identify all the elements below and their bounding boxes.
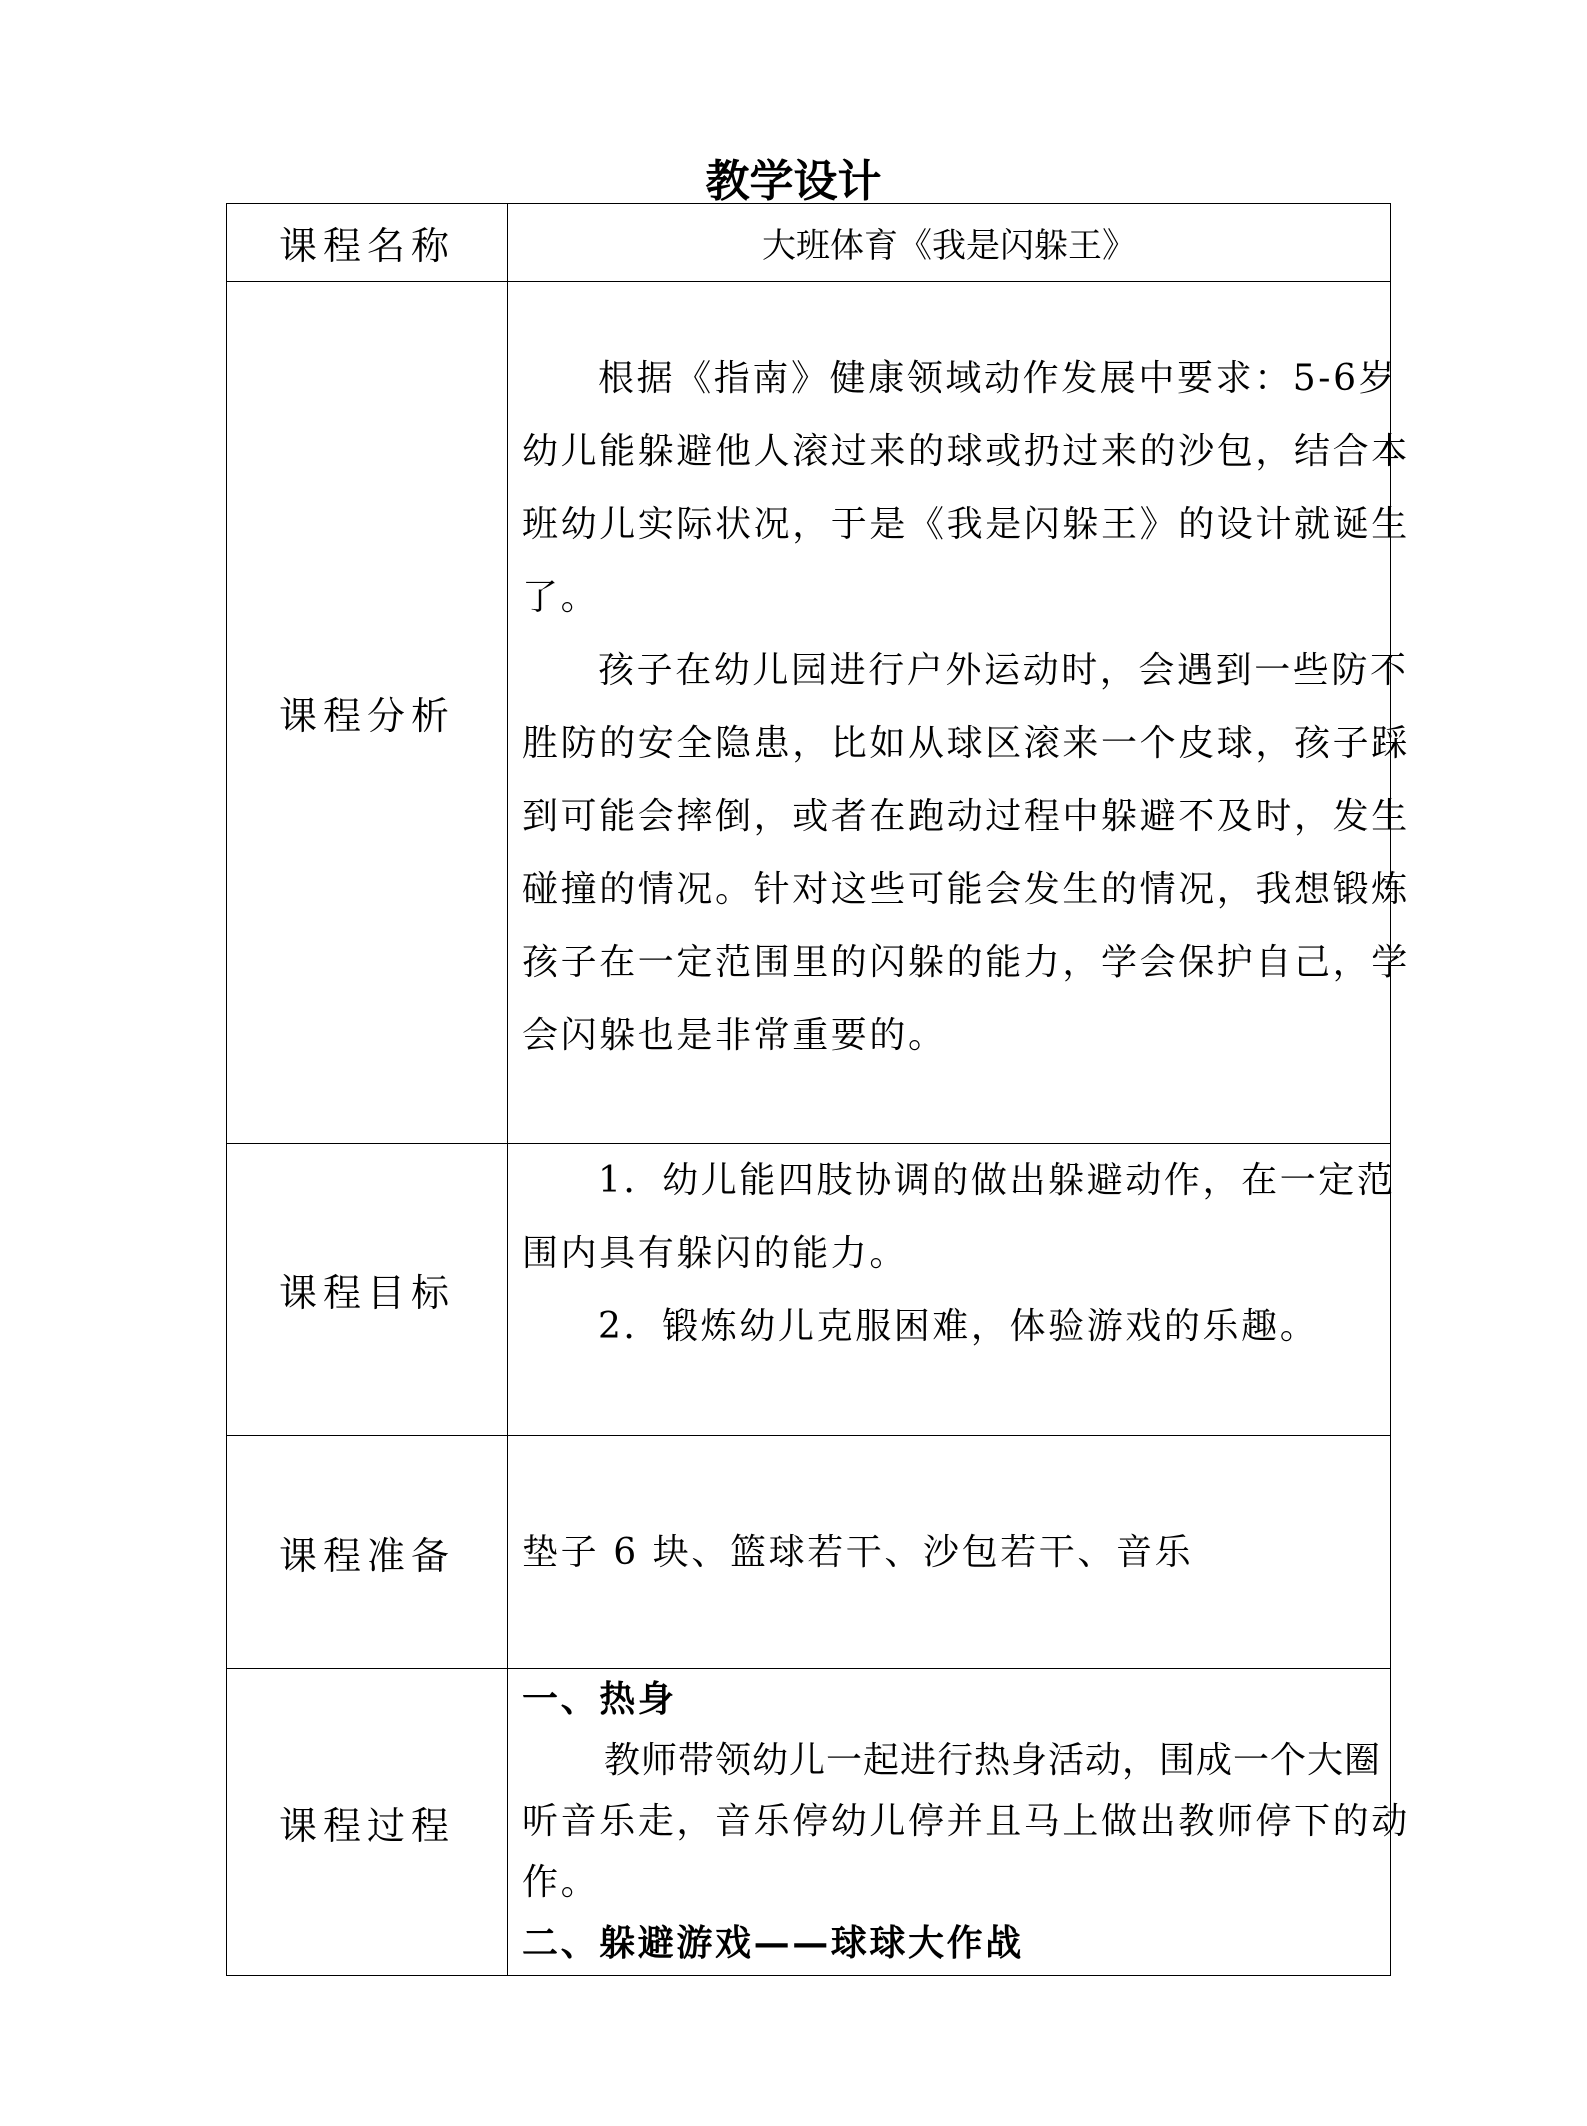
section-heading: 二、躲避游戏——球球大作战 [522, 1922, 1024, 1964]
text-line: 教师带领幼儿一起进行热身活动，围成一个大圈 [604, 1740, 1382, 1781]
course-goals [508, 1144, 1396, 1436]
text-line: 班幼儿实际状况，于是《我是闪躲王》的设计就诞生 [522, 504, 1410, 545]
row-label: 课程过程 [227, 1669, 508, 1976]
row-label: 课程名称 [227, 204, 508, 282]
text-line: 2．锻炼幼儿克服困难，体验游戏的乐趣。 [598, 1306, 1319, 1347]
text-line: 会闪躲也是非常重要的。 [522, 1015, 947, 1056]
text-line: 孩子在一定范围里的闪躲的能力，学会保护自己，学 [522, 942, 1410, 983]
text-line: 围内具有躲闪的能力。 [522, 1233, 909, 1274]
text-line: 垫子 6 块、篮球若干、沙包若干、音乐 [522, 1531, 1194, 1573]
text-line: 作。 [522, 1862, 600, 1903]
text-line: 胜防的安全隐患，比如从球区滚来一个皮球，孩子踩 [522, 723, 1410, 764]
row-label: 课程准备 [227, 1436, 508, 1669]
lesson-plan-table [226, 203, 1410, 1976]
table-row [227, 1144, 1391, 1436]
course-process [508, 1669, 1410, 1976]
text-line: 1．幼儿能四肢协调的做出躲避动作，在一定范 [598, 1160, 1396, 1201]
table-row [227, 1669, 1391, 1976]
row-label: 课程目标 [227, 1144, 508, 1436]
page-title: 教学设计 [705, 156, 882, 207]
table-row [227, 1436, 1391, 1669]
table-row [227, 204, 1391, 282]
section-heading: 一、热身 [522, 1678, 677, 1720]
text-line: 了。 [522, 577, 600, 618]
text-line: 碰撞的情况。针对这些可能会发生的情况，我想锻炼 [522, 869, 1410, 910]
row-label: 课程分析 [227, 282, 508, 1144]
course-analysis [508, 282, 1410, 1144]
text-line: 幼儿能躲避他人滚过来的球或扔过来的沙包，结合本 [522, 431, 1410, 472]
text-line: 听音乐走，音乐停幼儿停并且马上做出教师停下的动 [522, 1801, 1410, 1842]
course-preparation [508, 1436, 1391, 1669]
text-line: 到可能会摔倒，或者在跑动过程中躲避不及时，发生 [522, 796, 1410, 837]
table-row [227, 282, 1391, 1144]
text-line: 根据《指南》健康领域动作发展中要求：5-6岁 [598, 358, 1398, 399]
course-name: 大班体育《我是闪躲王》 [508, 204, 1391, 282]
text-line: 孩子在幼儿园进行户外运动时，会遇到一些防不 [598, 650, 1409, 691]
